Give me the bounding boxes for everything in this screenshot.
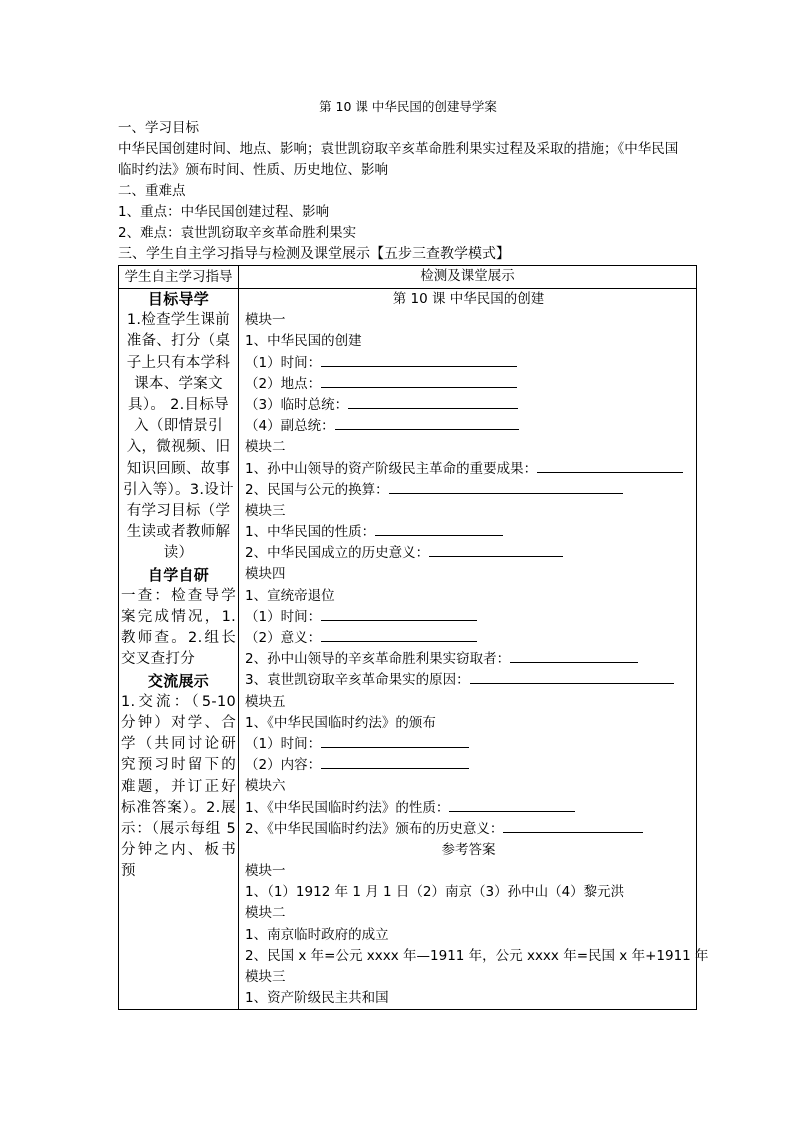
question-label: 3、袁世凯窃取辛亥革命果实的原因： (245, 672, 470, 689)
question-item (245, 819, 692, 840)
col1-header: 学生自主学习指导 (119, 266, 239, 289)
answer-blank[interactable] (470, 670, 674, 684)
answer-blank[interactable] (335, 416, 519, 430)
section-1-heading: 一、学习目标 (118, 120, 199, 136)
key-point: 1、重点：中华民国创建过程、影响 (118, 204, 330, 220)
answer-blank[interactable] (321, 374, 517, 388)
question-item (245, 395, 692, 416)
section-1-body: 中华民国创建时间、地点、影响；袁世凯窃取辛亥革命胜利果实过程及采取的措施；《中华民国临时约法》颁布时间、性质、历史地位、影响 (118, 141, 679, 178)
study-table (118, 265, 709, 1010)
col2-header: 检测及课堂展示 (239, 266, 697, 289)
question-item (245, 459, 692, 480)
answer-line: 1、资产阶级民主共和国 (245, 990, 389, 1007)
difficult-point: 2、难点：袁世凯窃取辛亥革命胜利果实 (118, 225, 357, 241)
module-label: 模块五 (245, 693, 286, 710)
answer-blank[interactable] (510, 649, 638, 663)
answer-blank[interactable] (429, 543, 563, 557)
answer-blank[interactable] (321, 755, 469, 769)
goal-steps: 1.检查学生课前准备、打分（桌子上只有本学科课本、学案文具）。 2.目标导入（即情景引入，微视频、旧知识回顾、故事引入等）。3.设计有学习目标（学生读或者教师解读） (123, 312, 234, 562)
question-label: （1）时间： (245, 608, 322, 625)
document (118, 96, 709, 1010)
module-label: 模块二 (245, 439, 286, 456)
answer-blank[interactable] (321, 353, 517, 367)
question-label: （3）临时总统： (245, 396, 349, 413)
question-label: 1、中华民国的性质： (245, 524, 376, 541)
answer-blank[interactable] (389, 480, 623, 494)
answer-blank[interactable] (503, 819, 643, 833)
question-label: （1）时间： (245, 354, 322, 371)
answer-blank[interactable] (321, 734, 469, 748)
answer-line: 1、（1）1912 年 1 月 1 日（2）南京（3）孙中山（4）黎元洪 (245, 884, 625, 901)
answer-blank[interactable] (449, 798, 575, 812)
question-label: 2、民国与公元的换算： (245, 481, 389, 498)
question-item (245, 543, 692, 564)
lesson-title: 第 10 课 中华民国的创建 (392, 291, 545, 307)
question-item (245, 416, 692, 437)
question-item (245, 480, 692, 501)
module-label: 模块一 (245, 312, 286, 329)
section-3-heading: 三、学生自主学习指导与检测及课堂展示【五步三查教学模式】 (118, 246, 510, 262)
module-label: 模块一 (245, 863, 286, 880)
module-label: 模块二 (245, 905, 286, 922)
question-item (245, 755, 692, 776)
document-title: 第 10 课 中华民国的创建导学案 (319, 99, 497, 114)
question-item (245, 607, 692, 628)
module-label: 模块四 (245, 566, 286, 583)
exchange-heading: 交流展示 (147, 671, 210, 690)
self-study-heading: 自学自研 (147, 565, 210, 584)
module-label: 模块六 (245, 778, 286, 795)
question-item (245, 670, 692, 691)
answer-blank[interactable] (348, 395, 518, 409)
question-label: 2、《中华民国临时约法》颁布的历史意义： (245, 820, 504, 837)
question-item (245, 798, 692, 819)
answer-blank[interactable] (537, 459, 683, 473)
self-study-steps: 一查：检查导学案完成情况，1.教师查。2.组长交叉查打分 (121, 587, 236, 668)
goal-heading: 目标导学 (147, 290, 210, 308)
question-label: 1、孙中山领导的资产阶级民主革命的重要成果： (245, 460, 538, 477)
table-header-row (119, 266, 697, 289)
question-label: （1）时间： (245, 735, 322, 752)
question-label: 1、《中华民国临时约法》的性质： (245, 799, 450, 816)
answer-key-title: 参考答案 (441, 841, 496, 858)
answer-blank[interactable] (321, 607, 477, 621)
question-item (245, 522, 692, 543)
question-item (245, 353, 692, 374)
module-label: 模块三 (245, 969, 286, 985)
exercise-column (239, 289, 709, 1010)
question-item (245, 628, 692, 649)
answer-blank[interactable] (375, 522, 503, 536)
question-label: （2）地点： (245, 375, 322, 392)
answer-line: 1、南京临时政府的成立 (245, 926, 389, 943)
module-label: 模块三 (245, 502, 286, 519)
question-item (245, 374, 692, 395)
answer-line: 2、民国 x 年=公元 xxxx 年—1911 年，公元 xxxx 年=民国 x 年+1911 年 (245, 947, 709, 964)
guidance-column (119, 289, 239, 1010)
answer-blank[interactable] (321, 628, 477, 642)
question: 1、中华民国的创建 (245, 333, 362, 350)
exchange-steps: 1.交流：（5-10分钟）对学、合学（共同讨论研究预习时留下的难题，并订正好标准答案）。2.展示：（展示每组 5 分钟之内、板书预 (121, 693, 236, 880)
question-label: （4）副总统： (245, 418, 335, 435)
question-item (245, 649, 692, 670)
question-label: （2）意义： (245, 630, 322, 646)
question-label: 2、中华民国成立的历史意义： (245, 545, 430, 562)
table-body-row (119, 289, 697, 1010)
question: 1、宣统帝退位 (245, 587, 335, 604)
question-label: （2）内容： (245, 757, 322, 774)
question: 1、《中华民国临时约法》的颁布 (245, 714, 436, 731)
question-label: 2、孙中山领导的辛亥革命胜利果实窃取者： (245, 651, 511, 668)
section-2-heading: 二、重难点 (118, 183, 186, 199)
question-item (245, 734, 692, 755)
